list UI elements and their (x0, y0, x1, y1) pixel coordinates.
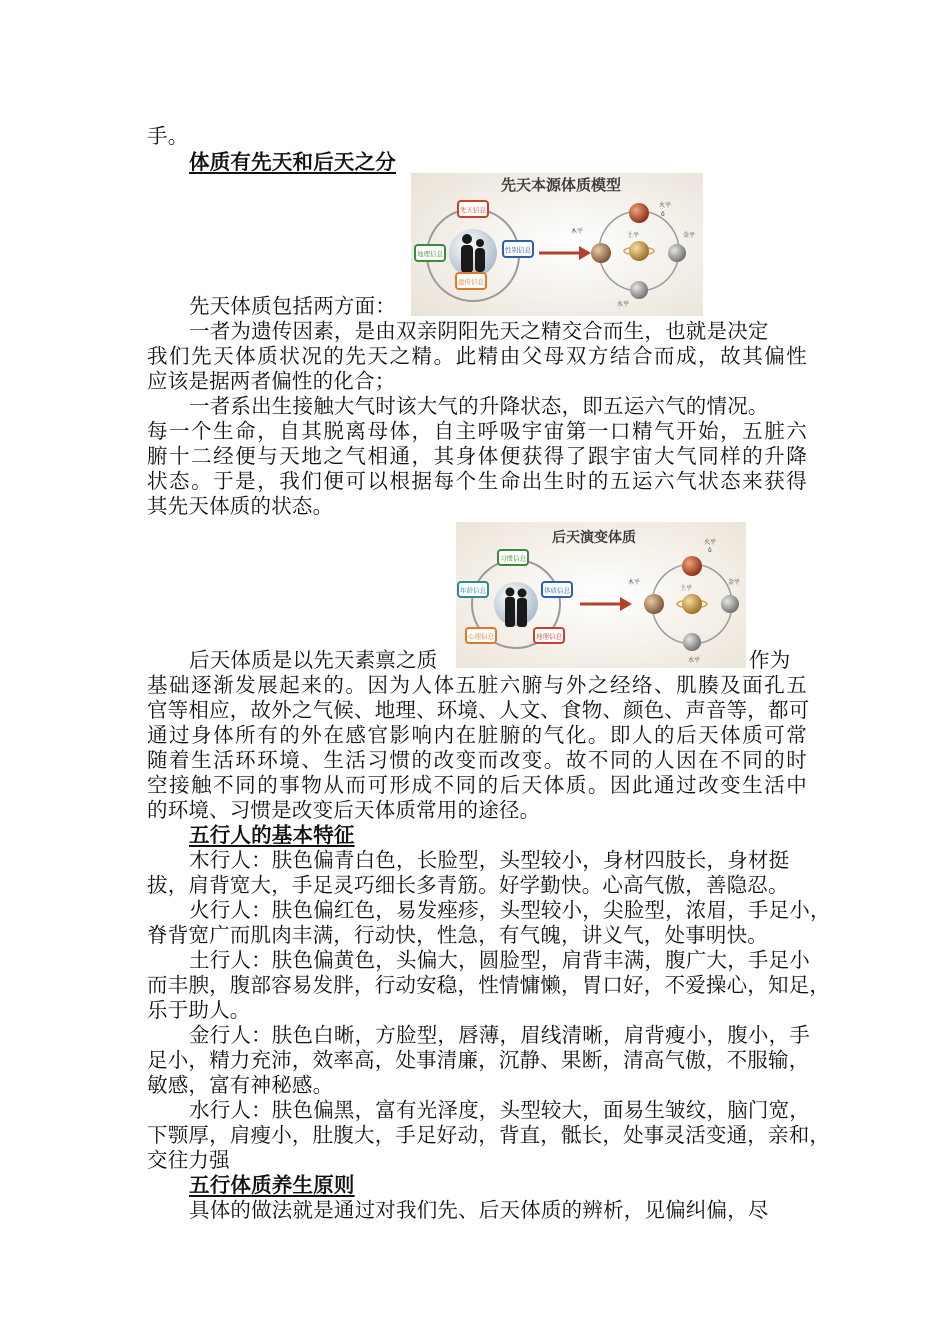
text-line: 火行人：肤色偏红色，易发痤疹，头型较小，尖脸型，浓眉，手足小， (189, 898, 831, 922)
text-line: 状态。于是，我们便可以根据每个生命出生时的五运六气状态来获得 (147, 469, 807, 493)
figure-acquired-constitution (456, 522, 746, 668)
metal-planet (668, 244, 686, 262)
fire-label: 火平 (659, 202, 672, 209)
text-line: 木行人：肤色偏青白色，长脸型，头型较小，身材四肢长，身材挺 (189, 848, 790, 872)
svg-text:性别信息: 性别信息 (505, 246, 531, 254)
info-box-geography (415, 245, 445, 261)
text-line: 下颚厚，肩瘦小，肚腹大，手足好动，背直，骶长，处事灵活变通，亲和， (147, 1123, 831, 1147)
wood-planet (591, 243, 611, 263)
info-box-physique (542, 582, 572, 597)
metal-planet (721, 595, 739, 613)
info-box-habit (498, 550, 528, 565)
text-line: 具体的做法就是通过对我们先、后天体质的辨析，见偏纠偏，尽 (189, 1198, 769, 1222)
text-line: 官等相应，故外之气候、地理、环境、人文、食物、颜色、声音等，都可 (147, 698, 810, 722)
text-line: 腑十二经便与天地之气相通，其身体便获得了跟宇宙大气同样的升降 (147, 444, 807, 468)
text-line: 先天体质包括两方面： (189, 294, 396, 318)
text-line: 乐于助人。 (147, 998, 251, 1022)
fire-label: 火平 (704, 539, 717, 546)
fire-planet (629, 203, 649, 223)
info-box-age (458, 582, 488, 597)
svg-text:地理信息: 地理信息 (417, 250, 443, 258)
delta-label: δ (708, 547, 712, 554)
text-line: 土行人：肤色偏黄色，头偏大，圆脸型，肩背丰满，腹广大，手足小 (189, 948, 810, 972)
earth-label: 土平 (627, 232, 640, 239)
text-line: 空接触不同的事物从而可形成不同的后天体质。因此通过改变生活中 (147, 773, 807, 797)
info-box-geography (534, 628, 564, 643)
svg-text:心理信息: 心理信息 (468, 632, 494, 641)
earth-planet (629, 241, 649, 261)
text-line: 一者系出生接触大气时该大气的升降状态，即五运六气的情况。 (189, 394, 769, 418)
info-box-heredity (456, 273, 486, 289)
text-line: 金行人：肤色白晰，方脸型，唇薄，眉线清晰，肩背瘦小，腹小，手 (189, 1023, 810, 1047)
text-line: 其先天体质的状态。 (147, 494, 334, 518)
water-planet (630, 281, 648, 299)
water-planet (683, 633, 701, 651)
earth-planet (682, 594, 702, 614)
text-line: 后天体质是以先天素禀之质 (189, 648, 438, 672)
metal-label: 金平 (683, 232, 696, 239)
text-line: 我们先天体质状况的先天之精。此精由父母双方结合而成，故其偏性 (147, 344, 807, 368)
text-line: 基础逐渐发展起来的。因为人体五脏六腑与外之经络、肌腠及面孔五 (147, 673, 807, 697)
text-line: 脊背宽广而肌肉丰满，行动快，性急，有气魄，讲义气，处事明快。 (147, 923, 768, 947)
svg-text:遗传信息: 遗传信息 (458, 278, 484, 286)
globe-icon (494, 582, 538, 626)
figure-innate-constitution-model (411, 173, 703, 316)
wood-planet (644, 594, 664, 614)
text-line: 应该是据两者偏性的化合； (147, 369, 396, 393)
svg-text:体质信息: 体质信息 (544, 586, 570, 595)
text-line: 水行人：肤色偏黑，富有光泽度，头型较大，面易生皱纹，脑门宽， (189, 1098, 810, 1122)
text-line: 的环境、习惯是改变后天体质常用的途径。 (147, 798, 541, 822)
section-heading-constitution: 体质有先天和后天之分 (189, 150, 396, 174)
text-line: 通过身体所有的外在感官影响内在脏腑的气化。即人的后天体质可常 (147, 723, 807, 747)
figure-title: 先天本源体质模型 (500, 176, 622, 194)
text-line: 敏感，富有神秘感。 (147, 1073, 334, 1097)
delta-label: δ (661, 211, 665, 218)
metal-label: 金平 (728, 579, 741, 586)
water-label: 水平 (617, 301, 630, 308)
earth-label: 土平 (680, 585, 693, 592)
text-line: 拔，肩背宽大，手足灵巧细长多青筋。好学勤快。心高气傲，善隐忍。 (147, 873, 789, 897)
text-line: 而丰腴，腹部容易发胖，行动安稳，性情慵懒，胃口好，不爱操心，知足， (147, 973, 831, 997)
info-box-gender (503, 241, 533, 257)
svg-text:年龄信息: 年龄信息 (460, 586, 486, 595)
water-label: 水平 (688, 657, 701, 664)
wood-label: 木平 (571, 228, 584, 235)
svg-text:地理信息: 地理信息 (536, 632, 562, 641)
figure-title: 后天演变体质 (552, 530, 636, 546)
fire-planet (682, 556, 702, 576)
section-heading-health-principles: 五行体质养生原则 (189, 1173, 355, 1197)
text-line: 交往力强 (147, 1148, 230, 1172)
info-box-psychology (466, 628, 496, 643)
text-line: 一者为遗传因素，是由双亲阴阳先天之精交合而生，也就是决定 (189, 319, 769, 343)
section-heading-five-elements: 五行人的基本特征 (189, 823, 355, 847)
svg-text:先天信息: 先天信息 (460, 206, 486, 214)
text-line: 手。 (147, 124, 189, 148)
text-line: 作为 (749, 648, 791, 672)
info-box-innate (458, 201, 488, 217)
svg-text:习惯信息: 习惯信息 (500, 554, 526, 563)
text-line: 足小，精力充沛，效率高，处事清廉，沉静、果断，清高气傲，不服输， (147, 1048, 810, 1072)
text-line: 随着生活环环境、生活习惯的改变而改变。故不同的人因在不同的时 (147, 748, 807, 772)
text-line: 每一个生命，自其脱离母体，自主呼吸宇宙第一口精气开始，五脏六 (147, 419, 807, 443)
wood-label: 木平 (628, 579, 641, 586)
